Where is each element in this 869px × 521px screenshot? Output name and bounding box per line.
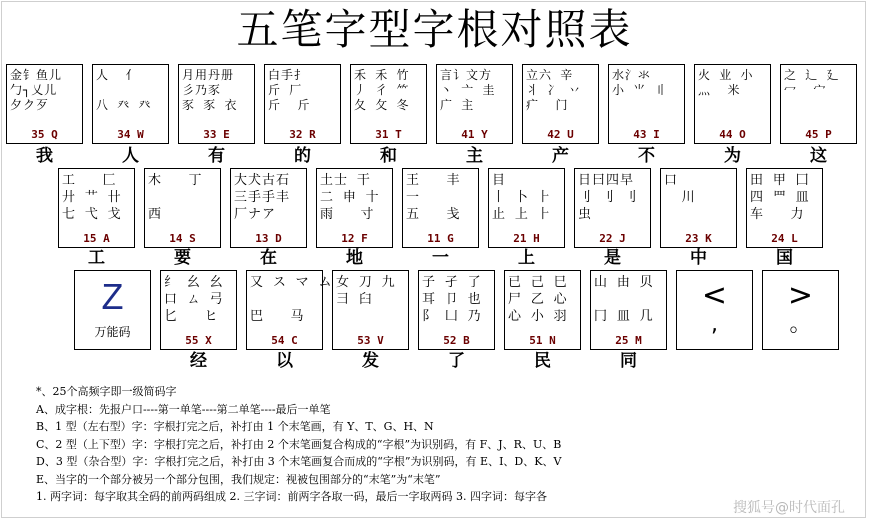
key bbox=[58, 168, 135, 248]
key-roots: 日曰四早 刂 刂 刂 虫 bbox=[578, 173, 638, 222]
key-roots: 白手扌 斤 厂 斤 斤 bbox=[268, 68, 311, 112]
key-code: 12 F bbox=[341, 232, 368, 245]
high-frequency-word: 同 bbox=[620, 351, 637, 371]
key bbox=[574, 168, 651, 248]
key-code: 44 O bbox=[719, 128, 746, 141]
key-roots: 纟 幺 幺 口 ㄙ 弓 匕 ヒ bbox=[164, 275, 224, 324]
high-frequency-word: 主 bbox=[466, 146, 483, 166]
key-symbol: < bbox=[701, 278, 728, 313]
key-roots: 田 甲 囗 四 罒 皿 车 力 bbox=[750, 173, 810, 222]
key bbox=[160, 270, 237, 350]
note-line: C、2 型（上下型）字：字根打完之后，补打由 2 个末笔画复合构成的“字根”为识别码，有 F、J、R、U、B bbox=[36, 437, 562, 451]
key-roots: 木 丁 西 bbox=[148, 173, 203, 222]
key-roots: 王 丰 一 五 戋 bbox=[406, 173, 461, 222]
high-frequency-word: 为 bbox=[724, 146, 741, 166]
key bbox=[402, 168, 479, 248]
key-roots: 口 川 bbox=[664, 173, 696, 205]
key bbox=[178, 64, 255, 144]
high-frequency-word: 在 bbox=[260, 248, 277, 268]
key-code: 51 N bbox=[529, 334, 556, 347]
key-label: 万能码 bbox=[94, 325, 131, 339]
high-frequency-word: 人 bbox=[122, 146, 139, 166]
key-symbol: > bbox=[787, 278, 814, 313]
key-code: 13 D bbox=[255, 232, 282, 245]
note-line: *、25个高频字即一级简码字 bbox=[36, 385, 177, 398]
note-line: 1. 两字词：每字取其全码的前两码组成 2. 三字词：前两字各取一码，最后一字取两码 3. 四字词：每字各 bbox=[36, 490, 547, 503]
key-punctuation bbox=[676, 270, 753, 350]
key-roots: 女 刀 九 彐 臼 bbox=[336, 275, 396, 307]
key-roots: 大犬古石 三手手丰 厂ナア bbox=[234, 173, 291, 222]
high-frequency-word: 一 bbox=[432, 248, 449, 268]
high-frequency-word: 了 bbox=[448, 351, 465, 371]
high-frequency-word: 不 bbox=[638, 146, 655, 166]
key bbox=[504, 270, 581, 350]
key-code: 25 M bbox=[615, 334, 642, 347]
key bbox=[418, 270, 495, 350]
high-frequency-word: 上 bbox=[518, 248, 535, 268]
key-roots: 立六 辛 丬 冫 丷 疒 门 bbox=[526, 68, 582, 112]
key bbox=[780, 64, 857, 144]
high-frequency-word: 和 bbox=[380, 146, 397, 166]
key bbox=[246, 270, 333, 350]
key-code: 54 C bbox=[271, 334, 298, 347]
high-frequency-word: 要 bbox=[174, 248, 191, 268]
key-code: 32 R bbox=[289, 128, 316, 141]
page-title: 五笔字型字根对照表 bbox=[236, 5, 633, 54]
watermark: 搜狐号@时代面孔 bbox=[733, 497, 845, 517]
notes bbox=[36, 383, 856, 506]
key bbox=[6, 64, 83, 144]
key bbox=[144, 168, 221, 248]
key-roots: 禾 禾 竹 丿 彳 ⺮ 夂 攵 冬 bbox=[354, 68, 410, 112]
key-code: 43 I bbox=[633, 128, 660, 141]
key bbox=[436, 64, 513, 144]
key-code: 53 V bbox=[357, 334, 384, 347]
key-roots: 已 己 巳 尸 乙 心 心 小 羽 bbox=[508, 275, 568, 324]
key bbox=[332, 270, 409, 350]
high-frequency-word: 有 bbox=[208, 146, 225, 166]
key-roots: 人 亻 八 癶 癶 bbox=[96, 68, 152, 112]
key bbox=[660, 168, 737, 248]
key-code: 23 K bbox=[685, 232, 712, 245]
key-roots: 山 由 贝 冂 皿 几 bbox=[594, 275, 654, 324]
key-code: 35 Q bbox=[31, 128, 58, 141]
key bbox=[590, 270, 667, 350]
high-frequency-word: 这 bbox=[810, 146, 827, 166]
key-z bbox=[74, 270, 151, 350]
high-frequency-word: 民 bbox=[534, 351, 551, 371]
high-frequency-word: 经 bbox=[190, 351, 207, 371]
key-code: 22 J bbox=[599, 232, 626, 245]
key-roots: 月用丹册 彡乃豕 豕 豕 衣 bbox=[182, 68, 238, 112]
key-code: 14 S bbox=[169, 232, 196, 245]
high-frequency-word: 是 bbox=[604, 248, 621, 268]
key-code: 11 G bbox=[427, 232, 454, 245]
high-frequency-word: 地 bbox=[346, 248, 363, 268]
high-frequency-word: 发 bbox=[362, 351, 379, 371]
high-frequency-word: 我 bbox=[36, 146, 53, 166]
key-symbol-lower: , bbox=[711, 312, 718, 337]
key-roots: 金钅鱼儿 勹┐乂儿 夕ク歹 bbox=[10, 68, 63, 112]
key bbox=[608, 64, 685, 144]
high-frequency-word: 中 bbox=[690, 248, 707, 268]
key-code: 15 A bbox=[83, 232, 110, 245]
key bbox=[350, 64, 427, 144]
note-line: B、1 型（左右型）字：字根打完之后，补打由 1 个末笔画，有 Y、T、G、H、N bbox=[36, 420, 434, 433]
key bbox=[522, 64, 599, 144]
key-symbol-lower: 。 bbox=[789, 312, 812, 337]
high-frequency-word: 工 bbox=[88, 248, 105, 268]
high-frequency-word: 国 bbox=[776, 248, 793, 268]
key-roots: 工 匚 廾 艹 卄 七 弋 戈 bbox=[62, 173, 122, 222]
key-code: 42 U bbox=[547, 128, 574, 141]
key-roots: 又 ス マ ム 巴 马 bbox=[250, 275, 333, 324]
key bbox=[92, 64, 169, 144]
key-code: 33 E bbox=[203, 128, 230, 141]
high-frequency-word: 产 bbox=[552, 146, 569, 166]
high-frequency-word: 的 bbox=[294, 146, 311, 166]
key bbox=[264, 64, 341, 144]
key bbox=[746, 168, 823, 248]
key-roots: 土士 干 二 申 十 雨 寸 bbox=[320, 173, 380, 222]
key-roots: 水氵氺 小 ⺌ 〢 bbox=[612, 68, 668, 97]
key-code: 31 T bbox=[375, 128, 402, 141]
key bbox=[316, 168, 393, 248]
key bbox=[230, 168, 307, 248]
note-line: E、当字的一个部分被另一个部分包围，我们规定：视被包围部分的“末笔”为“末笔” bbox=[36, 472, 441, 486]
key-code: 24 L bbox=[771, 232, 798, 245]
note-line: D、3 型（杂合型）字：字根打完之后，补打由 3 个末笔画复合而成的“字根”为识别码，有 E、I、D、K、V bbox=[36, 455, 562, 468]
key-roots: 之 辶 廴 冖 宀 bbox=[784, 68, 840, 97]
high-frequency-word: 以 bbox=[276, 351, 293, 371]
key bbox=[694, 64, 771, 144]
key-letter: Z bbox=[101, 276, 124, 317]
key-roots: 目 丨 卜 ⺊ 止 上 ⺊ bbox=[492, 173, 552, 222]
key-code: 21 H bbox=[513, 232, 540, 245]
key-roots: 火 业 小 灬 米 bbox=[698, 68, 754, 97]
key-code: 52 B bbox=[443, 334, 470, 347]
key-punctuation bbox=[762, 270, 839, 350]
key bbox=[488, 168, 565, 248]
note-line: A、成字根：先报户口----第一单笔----第二单笔----最后一单笔 bbox=[36, 402, 331, 416]
key-roots: 子 孑 了 耳 卩 也 阝 凵 乃 bbox=[422, 275, 482, 324]
key-code: 34 W bbox=[117, 128, 144, 141]
key-code: 41 Y bbox=[461, 128, 488, 141]
key-code: 45 P bbox=[805, 128, 832, 141]
key-roots: 言讠文方 丶 亠 圭 广 主 bbox=[440, 68, 496, 112]
key-code: 55 X bbox=[185, 334, 212, 347]
